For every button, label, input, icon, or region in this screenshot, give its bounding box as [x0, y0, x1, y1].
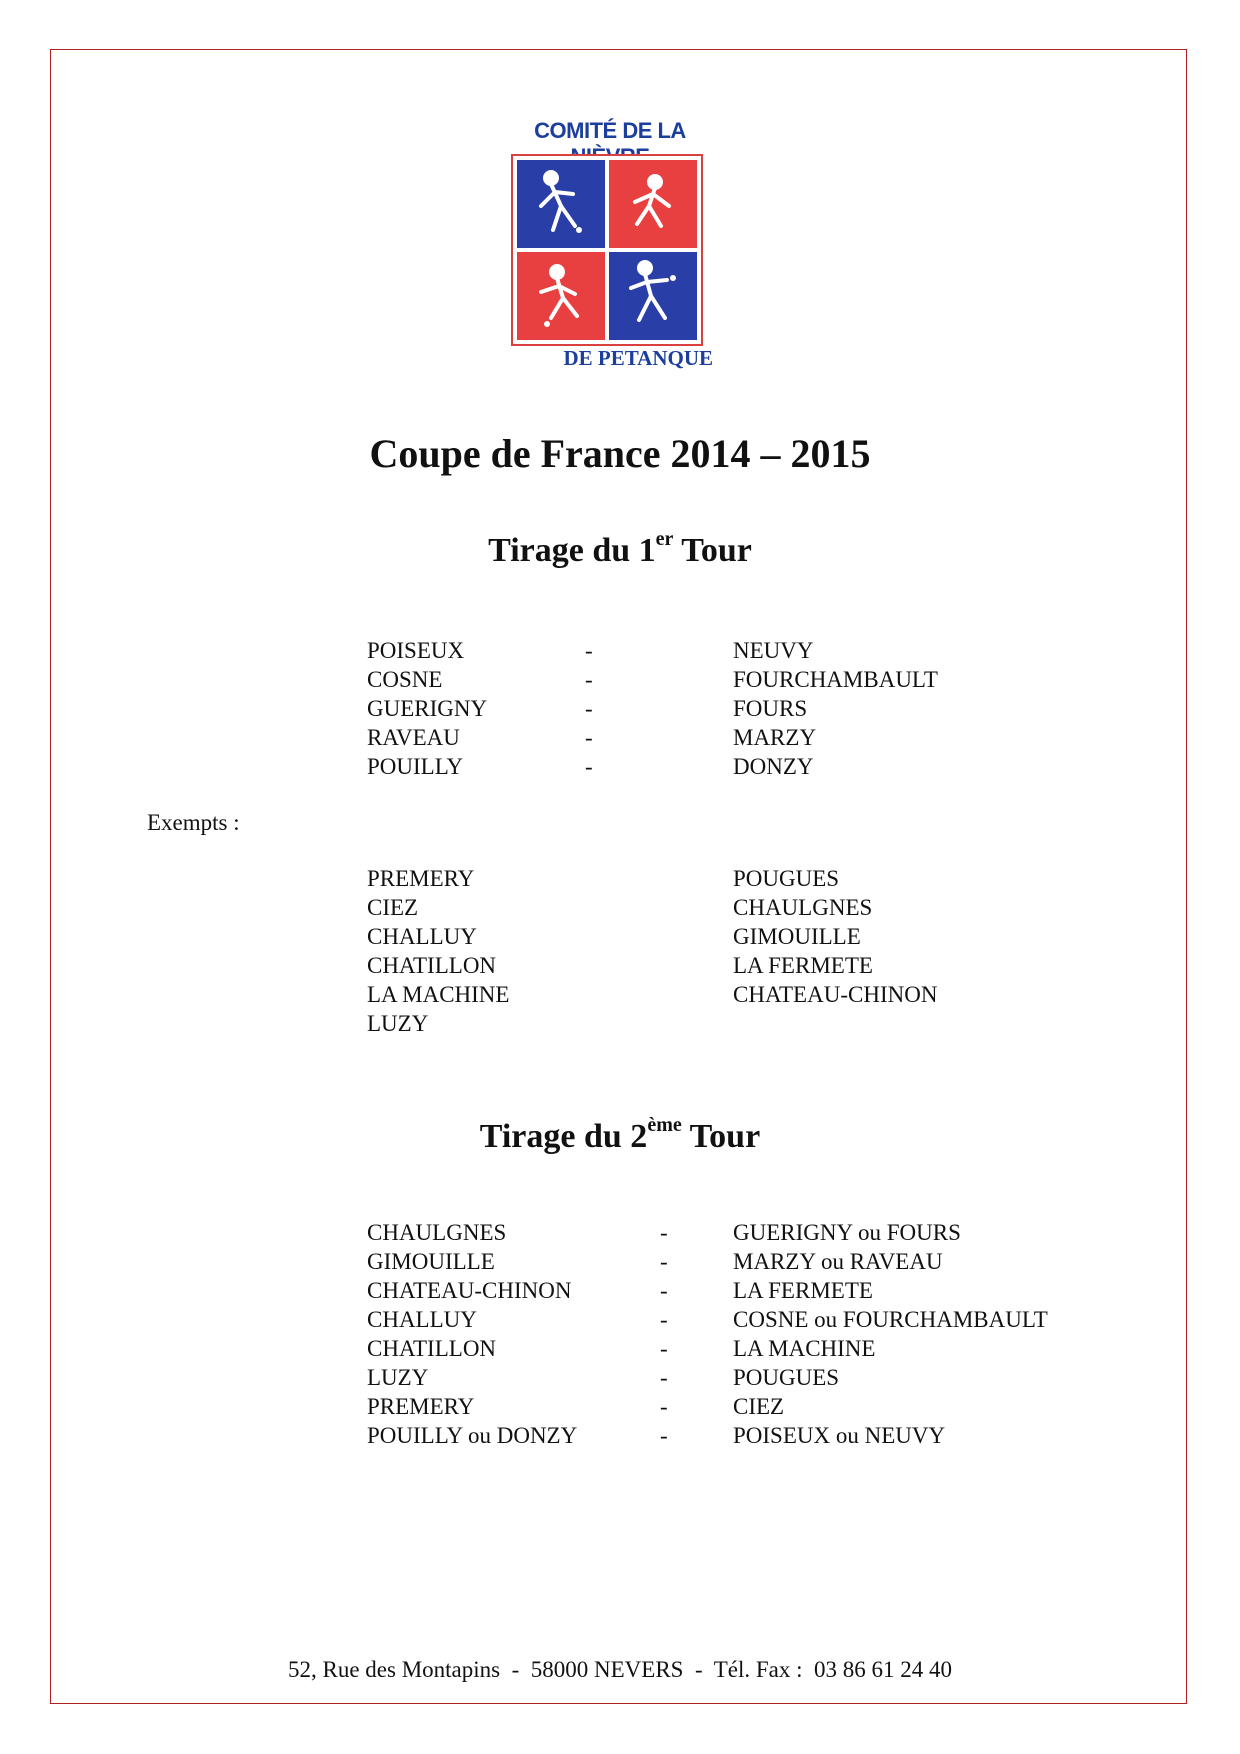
petanque-player-icon — [517, 252, 605, 340]
match-row: PREMERY - CIEZ — [367, 1394, 785, 1419]
exempt-row: CIEZ CHAULGNES — [367, 895, 873, 920]
logo-top-text: COMITÉ DE LA — [534, 118, 686, 143]
exempt-row: CHALLUY GIMOUILLE — [367, 924, 861, 949]
round2-heading: Tirage du 2ème Tour — [479, 1114, 761, 1155]
match-row: POUILLY ou DONZY - POISEUX ou NEUVY — [367, 1423, 946, 1448]
round1-heading: Tirage du 1er Tour — [488, 528, 752, 569]
footer-address: 52, Rue des Montapins - 58000 NEVERS - Tél. Fax : 03 86 61 24 40 — [288, 1657, 952, 1682]
exempts-label: Exempts : — [147, 810, 240, 835]
match-row: CHATILLON - LA MACHINE — [367, 1336, 876, 1361]
logo-bottom-text: DE PETANQUE — [563, 346, 713, 370]
committee-logo — [505, 118, 715, 380]
match-row: GIMOUILLE - MARZY ou RAVEAU — [367, 1249, 943, 1274]
logo-emblem — [511, 154, 703, 346]
petanque-player-icon — [517, 160, 605, 248]
exempt-row: CHATILLON LA FERMETE — [367, 953, 873, 978]
petanque-player-icon — [609, 160, 697, 248]
match-row: POISEUX - NEUVY — [367, 638, 814, 663]
match-row: POUILLY - DONZY — [367, 754, 814, 779]
match-row: COSNE - FOURCHAMBAULT — [367, 667, 938, 692]
match-row: GUERIGNY - FOURS — [367, 696, 808, 721]
page-title: Coupe de France 2014 – 2015 — [369, 431, 871, 476]
match-row: CHALLUY - COSNE ou FOURCHAMBAULT — [367, 1307, 1048, 1332]
match-row: LUZY - POUGUES — [367, 1365, 840, 1390]
exempt-row: LA MACHINE CHATEAU-CHINON — [367, 982, 938, 1007]
match-row: CHAULGNES - GUERIGNY ou FOURS — [367, 1220, 961, 1245]
match-row: RAVEAU - MARZY — [367, 725, 817, 750]
exempt-row: PREMERY POUGUES — [367, 866, 840, 891]
petanque-player-icon — [609, 252, 697, 340]
match-row: CHATEAU-CHINON - LA FERMETE — [367, 1278, 873, 1303]
exempt-row: LUZY — [367, 1011, 429, 1036]
